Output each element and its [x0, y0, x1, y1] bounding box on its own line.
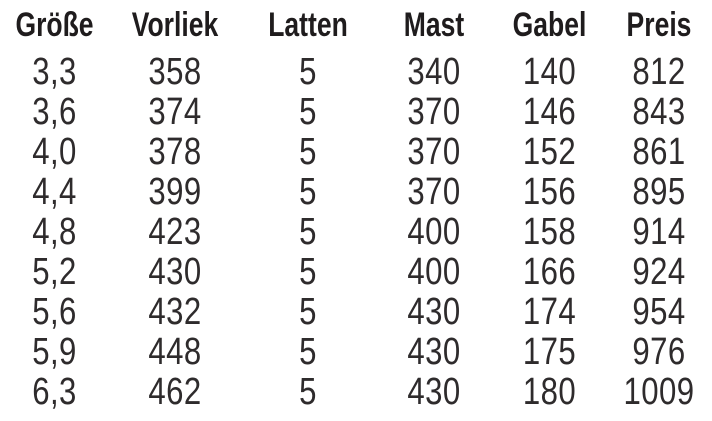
cell-preis: 924 [632, 251, 686, 293]
cell-groesse: 4,0 [32, 131, 77, 173]
column-header-mast: Mast [403, 6, 465, 44]
cell-preis: 895 [632, 171, 686, 213]
cell-mast: 370 [407, 171, 461, 213]
cell-groesse: 4,4 [32, 171, 77, 213]
cell-mast: 430 [407, 331, 461, 373]
cell-preis: 861 [632, 131, 686, 173]
cell-groesse: 5,2 [32, 251, 77, 293]
cell-vorliek: 462 [148, 371, 202, 413]
cell-preis: 914 [632, 211, 686, 253]
cell-mast: 370 [407, 91, 461, 133]
cell-gabel: 158 [522, 211, 577, 253]
cell-vorliek: 374 [148, 91, 202, 133]
cell-latten: 5 [299, 211, 317, 253]
cell-latten: 5 [299, 331, 317, 373]
cell-mast: 400 [407, 251, 461, 293]
column-header-preis: Preis [626, 6, 692, 44]
column-header-vorliek: Vorliek [131, 6, 219, 44]
cell-groesse: 4,8 [32, 211, 77, 253]
cell-gabel: 140 [522, 51, 577, 93]
cell-mast: 340 [407, 51, 461, 93]
cell-preis: 843 [632, 91, 686, 133]
column-header-gabel: Gabel [512, 6, 587, 44]
cell-vorliek: 432 [148, 291, 202, 333]
cell-vorliek: 423 [148, 211, 202, 253]
cell-latten: 5 [299, 171, 317, 213]
cell-latten: 5 [299, 91, 317, 133]
column-header-latten: Latten [268, 6, 348, 44]
cell-groesse: 6,3 [32, 371, 77, 413]
column-header-groesse: Größe [15, 6, 94, 44]
cell-latten: 5 [299, 251, 317, 293]
cell-latten: 5 [299, 51, 317, 93]
cell-preis: 976 [632, 331, 686, 373]
cell-groesse: 3,3 [32, 51, 77, 93]
cell-preis: 1009 [623, 371, 695, 413]
cell-mast: 430 [407, 371, 461, 413]
cell-latten: 5 [299, 291, 317, 333]
cell-mast: 400 [407, 211, 461, 253]
cell-mast: 370 [407, 131, 461, 173]
cell-gabel: 146 [522, 91, 577, 133]
cell-gabel: 174 [522, 291, 577, 333]
cell-groesse: 5,6 [32, 291, 77, 333]
cell-mast: 430 [407, 291, 461, 333]
cell-gabel: 175 [522, 331, 577, 373]
cell-vorliek: 448 [148, 331, 202, 373]
cell-preis: 954 [632, 291, 686, 333]
cell-groesse: 5,9 [32, 331, 77, 373]
cell-vorliek: 399 [148, 171, 202, 213]
cell-vorliek: 378 [148, 131, 202, 173]
cell-gabel: 166 [522, 251, 577, 293]
cell-latten: 5 [299, 131, 317, 173]
cell-gabel: 156 [522, 171, 577, 213]
cell-preis: 812 [632, 51, 686, 93]
cell-gabel: 180 [522, 371, 577, 413]
cell-latten: 5 [299, 371, 317, 413]
cell-vorliek: 430 [148, 251, 202, 293]
cell-gabel: 152 [522, 131, 577, 173]
cell-vorliek: 358 [148, 51, 202, 93]
cell-groesse: 3,6 [32, 91, 77, 133]
